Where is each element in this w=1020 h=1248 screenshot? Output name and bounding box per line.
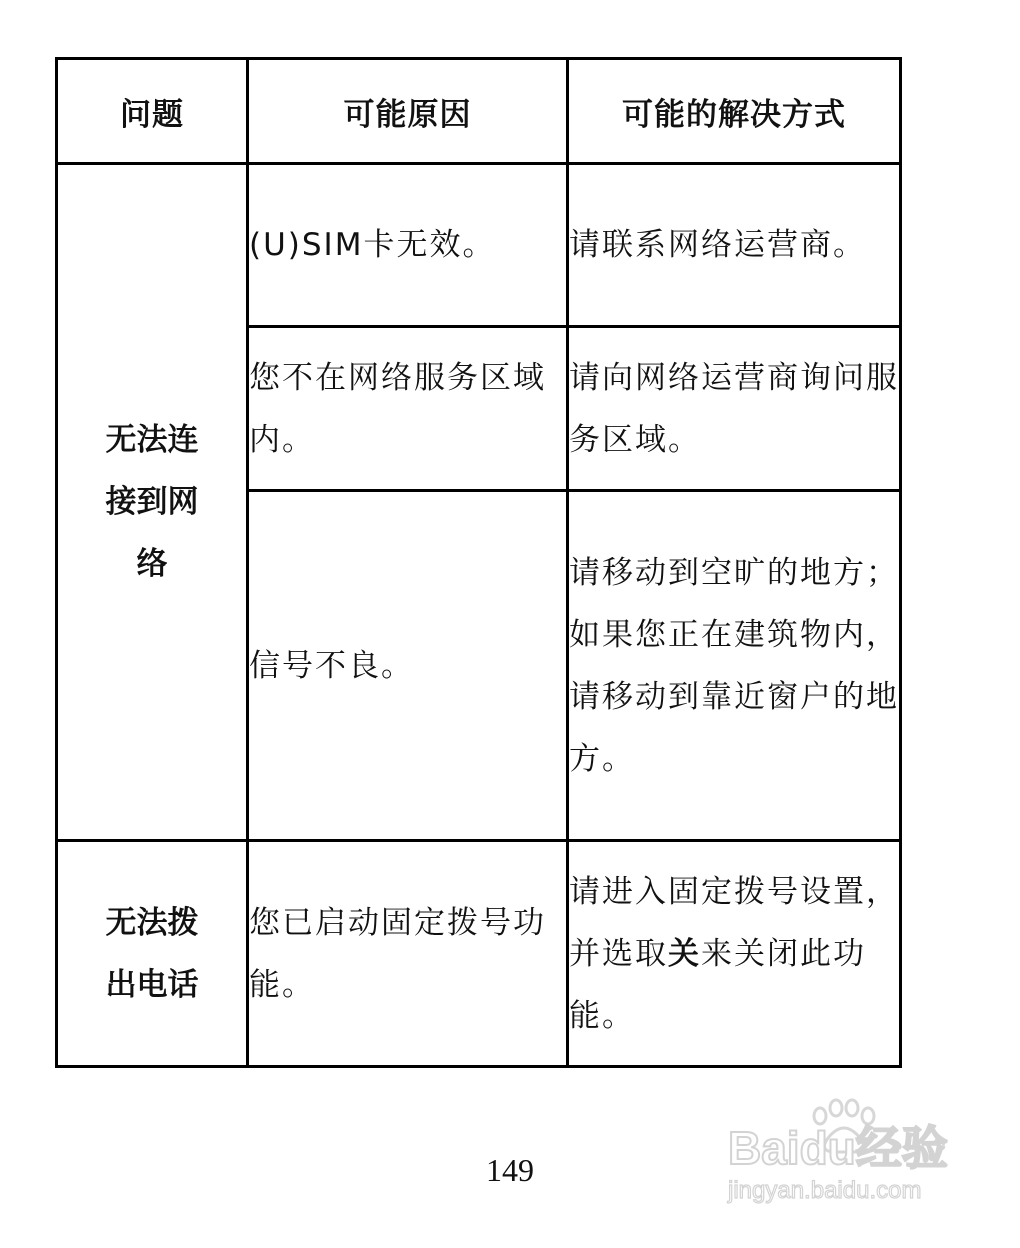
table-row	[57, 164, 901, 327]
cause-cell: 您已启动固定拨号功能。	[248, 841, 568, 1067]
cause-cell: (U)SIM卡无效。	[248, 164, 568, 327]
header-solution: 可能的解决方式	[568, 59, 901, 164]
solution-text: 来关闭此功能。	[569, 935, 866, 1034]
watermark-brand: Baidu经验	[728, 1122, 948, 1174]
solution-cell: 请联系网络运营商。	[568, 164, 901, 327]
troubleshooting-table	[55, 57, 902, 1068]
cause-cell: 您不在网络服务区域内。	[248, 327, 568, 491]
page-number: 149	[486, 1152, 534, 1188]
problem-cell	[57, 164, 248, 841]
solution-cell	[568, 841, 901, 1067]
header-problem: 问题	[57, 59, 248, 164]
cause-cell: 信号不良。	[248, 491, 568, 841]
solution-cell: 请移动到空旷的地方；如果您正在建筑物内，请移动到靠近窗户的地方。	[568, 491, 901, 841]
problem-text: 无法拨出电话	[105, 904, 199, 1003]
solution-bold-word: 关	[668, 935, 701, 972]
solution-text: 请进入固定拨号设置，并选取	[569, 873, 899, 972]
baidu-watermark	[724, 1092, 964, 1212]
header-row	[57, 59, 901, 164]
problem-text: 无法连接到网络	[105, 422, 199, 582]
header-cause: 可能原因	[248, 59, 568, 164]
problem-cell	[57, 841, 248, 1067]
solution-cell: 请向网络运营商询问服务区域。	[568, 327, 901, 491]
watermark-url: jingyan.baidu.com	[728, 1177, 922, 1204]
table-row	[57, 841, 901, 1067]
